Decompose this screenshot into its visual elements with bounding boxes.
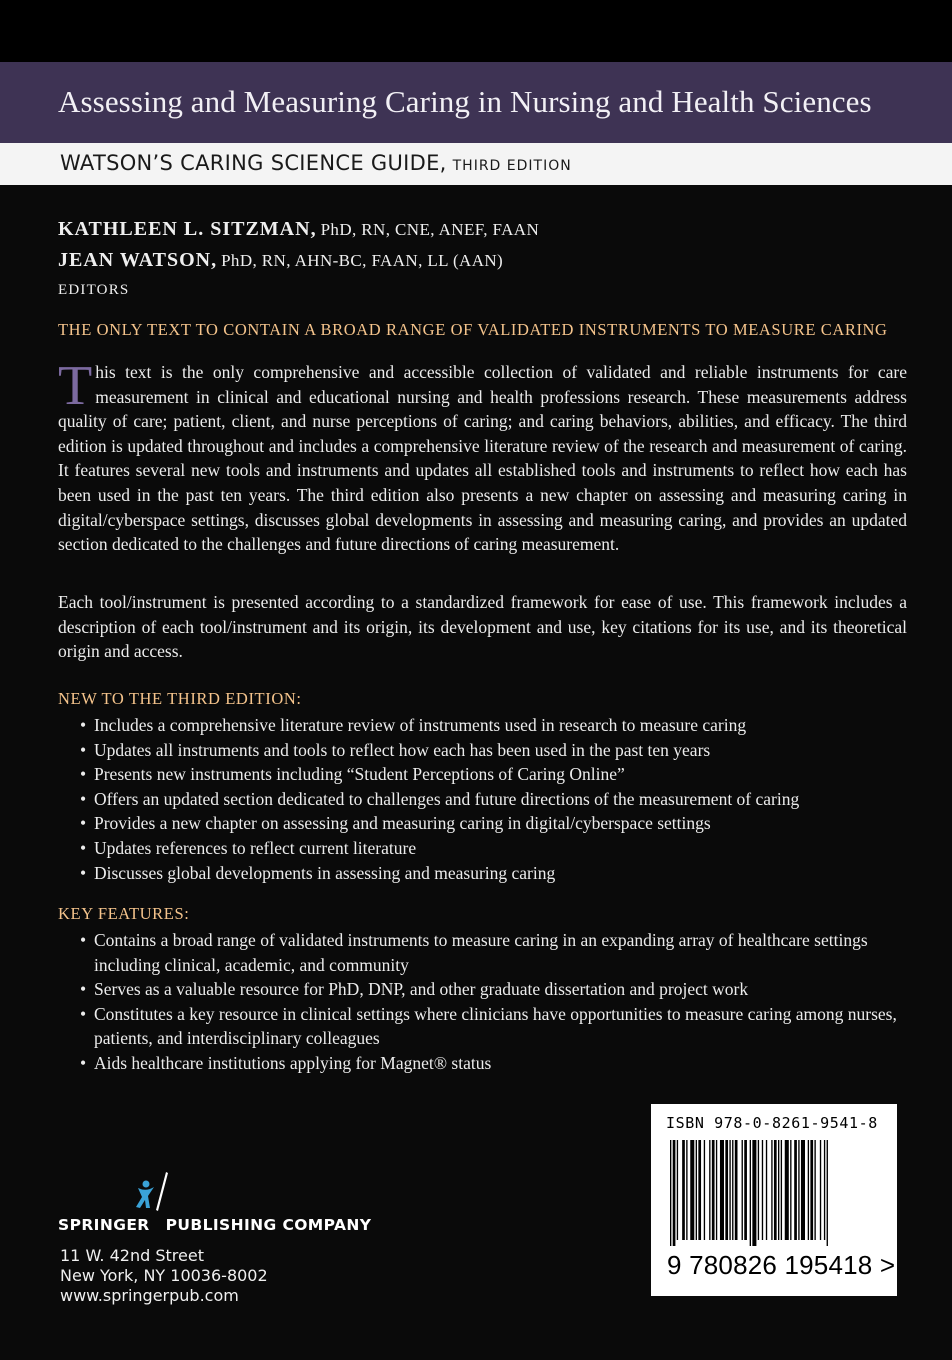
description-text: his text is the only comprehensive and accessible collection of validated and reliable instruments for care measurement in clinical and educational nursing and health professions research. These measurements address quality of care; patient, client, and nurse perceptions of caring; and caring behaviors, abilities, and efficacy. The third edition is updated throughout and includes a comprehensive literature review of the research and measurement of caring. It features several new tools and instruments and updates all established tools and instruments to reflect how each has been used in the past ten years. The third edition also presents a new chapter on assessing and measuring caring in digital/cyberspace settings, discusses global developments in assessing and measuring caring, and provides an updated section dedicated to the challenges and future directions of caring measurement.: [58, 362, 907, 555]
author-name: JEAN WATSON,: [58, 249, 218, 271]
bullet-icon: •: [80, 813, 87, 834]
list-item: [80, 836, 900, 861]
series-title: [60, 151, 572, 175]
list-item-text: Constitutes a key resource in clinical settings where clinicians have opportunities to measure caring among nurses, patients, and interdisciplinary colleagues: [94, 1003, 897, 1049]
barcode-number: 9 780826 195418 >: [667, 1250, 896, 1280]
address-city: New York, NY 10036-8002: [60, 1266, 268, 1285]
list-item-text: Serves as a valuable resource for PhD, DNP, and other graduate dissertation and project work: [94, 979, 749, 1000]
editors-label: EDITORS: [58, 282, 130, 298]
bullet-icon: •: [80, 837, 87, 858]
list-item: [80, 713, 900, 738]
list-item: [80, 787, 900, 812]
publisher-name-right: PUBLISHING COMPANY: [165, 1216, 372, 1234]
list-item: [80, 1051, 900, 1076]
publisher-name-left: SPRINGER: [58, 1216, 150, 1234]
address-street: 11 W. 42nd Street: [60, 1246, 204, 1265]
bullet-icon: •: [80, 862, 87, 883]
list-item-text: Updates all instruments and tools to reflect how each has been used in the past ten years: [94, 739, 711, 760]
framework-paragraph: Each tool/instrument is presented according to a standardized framework for ease of use. This framework includes a description of each tool/instrument and its origin, its development and use, key citations for its use, and its theoretical origin and access.: [58, 592, 907, 662]
book-title: Assessing and Measuring Caring in Nursing and Health Sciences: [58, 84, 872, 119]
list-item-text: Provides a new chapter on assessing and measuring caring in digital/cyberspace settings: [94, 813, 711, 834]
new-edition-list: [80, 713, 900, 885]
list-item-text: Aids healthcare institutions applying for Magnet® status: [94, 1052, 492, 1073]
list-item: [80, 738, 900, 763]
author-1: [58, 214, 539, 245]
series-name: WATSON’S CARING SCIENCE GUIDE,: [60, 151, 447, 175]
list-item-text: Updates references to reflect current literature: [94, 837, 417, 858]
bullet-icon: •: [80, 739, 87, 760]
key-features-heading: KEY FEATURES:: [58, 904, 190, 923]
list-item-text: Discusses global developments in assessing and measuring caring: [94, 862, 556, 883]
drop-cap: T: [58, 355, 93, 417]
key-features-list: [80, 928, 900, 1076]
new-edition-heading: NEW TO THE THIRD EDITION:: [58, 689, 302, 708]
tagline: THE ONLY TEXT TO CONTAIN A BROAD RANGE OF VALIDATED INSTRUMENTS TO MEASURE CARING: [58, 320, 888, 339]
description-paragraph: [58, 355, 907, 557]
bullet-icon: •: [80, 788, 87, 809]
list-item: [80, 762, 900, 787]
list-item: [80, 861, 900, 886]
barcode-icon: [668, 1140, 880, 1246]
list-item-text: Includes a comprehensive literature review of instruments used in research to measure caring: [94, 715, 747, 735]
author-name: KATHLEEN L. SITZMAN,: [58, 218, 317, 240]
bullet-icon: •: [80, 979, 87, 1000]
edition-label: THIRD EDITION: [452, 158, 572, 174]
author-2: [58, 245, 539, 276]
authors-block: [58, 214, 539, 300]
bullet-icon: •: [80, 930, 87, 950]
author-credentials: PhD, RN, CNE, ANEF, FAAN: [320, 220, 540, 239]
publisher-name: [58, 1216, 371, 1234]
list-item-text: Presents new instruments including “Student Perceptions of Caring Online”: [94, 764, 625, 785]
list-item: [80, 811, 900, 836]
list-item: [80, 1002, 900, 1051]
bullet-icon: •: [80, 715, 87, 735]
title-band: [0, 62, 952, 143]
bullet-icon: •: [80, 1052, 87, 1073]
isbn-label: ISBN 978-0-8261-9541-8: [666, 1114, 878, 1132]
author-credentials: PhD, RN, AHN-BC, FAAN, LL (AAN): [221, 251, 504, 270]
barcode-panel: [651, 1104, 897, 1296]
list-item-text: Offers an updated section dedicated to challenges and future directions of the measurement of caring: [94, 788, 800, 809]
publisher-website: www.springerpub.com: [60, 1286, 239, 1305]
list-item: [80, 928, 900, 977]
bullet-icon: •: [80, 764, 87, 785]
bullet-icon: •: [80, 1003, 87, 1024]
springer-figure-icon: [118, 1170, 178, 1220]
series-band: [0, 143, 952, 185]
publisher-address: [60, 1246, 268, 1306]
list-item: [80, 977, 900, 1002]
top-margin: [0, 0, 952, 62]
list-item-text: Contains a broad range of validated instruments to measure caring in an expanding array of healthcare settings including clinical, academic, and community: [94, 930, 868, 975]
